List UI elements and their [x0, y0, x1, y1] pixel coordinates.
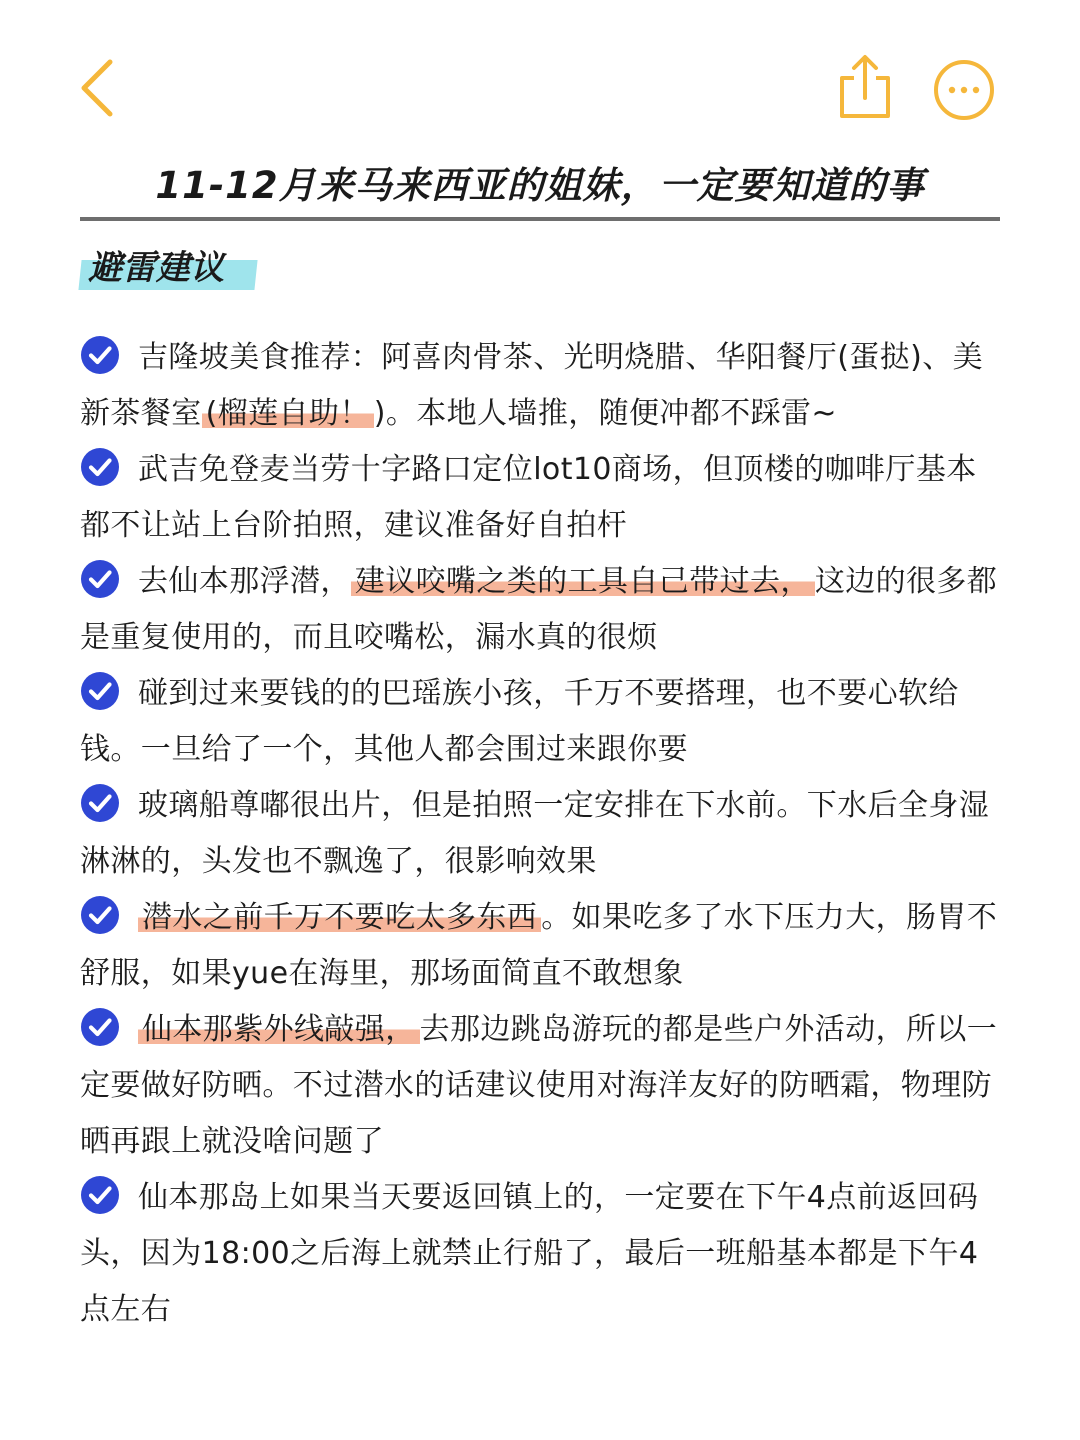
check-circle-icon [80, 671, 120, 711]
tip-highlight: 潜水之前千万不要吃太多东西 [138, 900, 541, 935]
tip-highlight: 仙本那紫外线敲强， [138, 1012, 420, 1047]
tip-text-after: 。如果吃多了水下压力大，肠胃不舒服，如果yue在海里，那场面简直不敢想象 [80, 900, 998, 991]
tip-text-after: )。本地人墙推，随便冲都不踩雷~ [373, 396, 837, 431]
more-icon [932, 58, 996, 122]
check-circle-icon [80, 783, 120, 823]
tip-text: 吉隆坡美食推荐：阿喜肉骨茶、光明烧腊、华阳餐厅(蛋挞)、美新茶餐室 [80, 340, 984, 431]
title-divider [80, 217, 1000, 221]
tip-item [80, 666, 1000, 778]
top-bar [0, 0, 1080, 150]
tip-item [80, 890, 1000, 1002]
tip-item [80, 1170, 1000, 1338]
check-circle-icon [80, 559, 120, 599]
check-circle-icon [80, 1007, 120, 1047]
more-button[interactable] [932, 58, 996, 122]
tip-text-after: 去那边跳岛游玩的都是些户外活动，所以一定要做好防晒。不过潜水的话建议使用对海洋友好的防晒霜，物理防晒再跟上就没啥问题了 [80, 1012, 998, 1159]
chevron-left-icon [72, 56, 124, 120]
check-circle-icon [80, 335, 120, 375]
check-circle-icon [80, 447, 120, 487]
tip-item [80, 1002, 1000, 1170]
tip-highlight: 建议咬嘴之类的工具自己带过去， [351, 564, 815, 599]
tip-item [80, 442, 1000, 554]
page-title: 11-12月来马来西亚的姐妹，一定要知道的事 [155, 164, 925, 207]
tip-item [80, 330, 1000, 442]
section-label: 避雷建议 [88, 248, 224, 288]
share-icon [834, 52, 896, 122]
tip-item [80, 778, 1000, 890]
tip-item [80, 554, 1000, 666]
tip-text: 去仙本那浮潜， [138, 564, 351, 599]
tip-text: 碰到过来要钱的的巴瑶族小孩，千万不要搭理，也不要心软给钱。一旦给了一个，其他人都会围过来跟你要 [80, 676, 959, 767]
check-circle-icon [80, 1175, 120, 1215]
back-button[interactable] [72, 56, 124, 120]
share-button[interactable] [834, 52, 896, 122]
tip-text-after: 这边的很多都是重复使用的，而且咬嘴松，漏水真的很烦 [80, 564, 998, 655]
tip-highlight: (榴莲自助！ [202, 396, 374, 431]
tips-list [80, 330, 1000, 1338]
check-circle-icon [80, 895, 120, 935]
tip-text: 玻璃船尊嘟很出片，但是拍照一定安排在下水前。下水后全身湿淋淋的，头发也不飘逸了，很影响效果 [80, 788, 990, 879]
section-heading [80, 240, 224, 296]
tip-text: 仙本那岛上如果当天要返回镇上的，一定要在下午4点前返回码头，因为18:00之后海上就禁止行船了，最后一班船基本都是下午4点左右 [80, 1180, 979, 1327]
tip-text: 武吉免登麦当劳十字路口定位lot10商场，但顶楼的咖啡厅基本都不让站上台阶拍照，建议准备好自拍杆 [80, 452, 977, 543]
